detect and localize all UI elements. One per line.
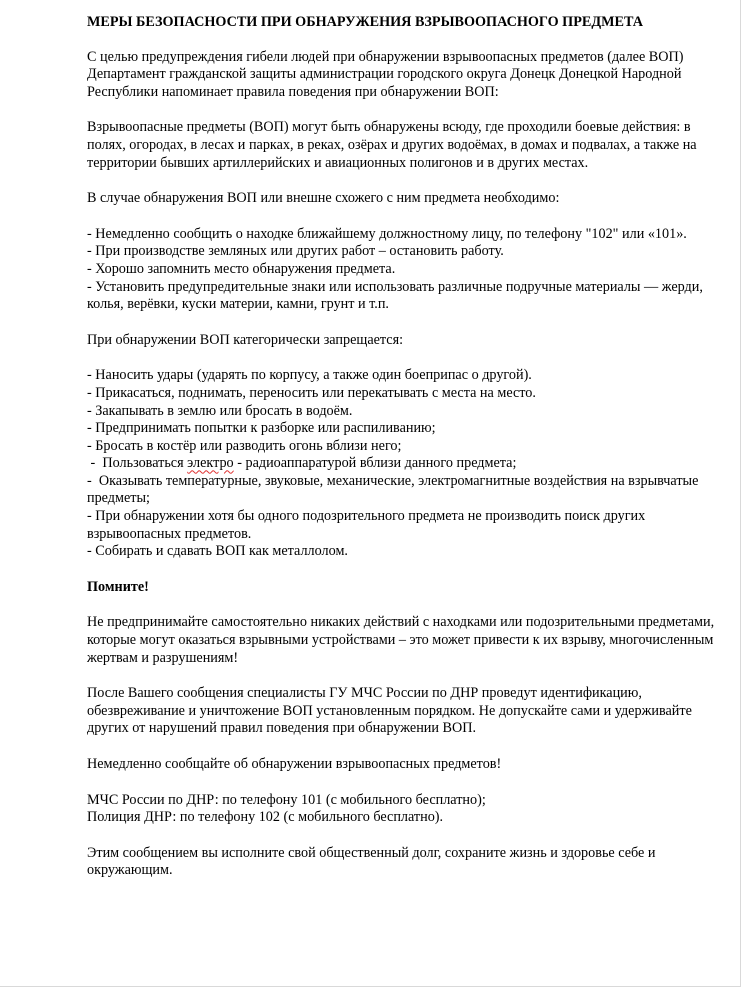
list-item-radio [87, 455, 727, 473]
after-report-paragraph: После Вашего сообщения специалисты ГУ МЧС России по ДНР проведут идентификацию, обезвреживание и уничтожение ВОП установленным порядком. Не допускайте сами и удерживайте других от нарушений правил поведения при обнаружении ВОП. [87, 685, 692, 737]
list-item: - Оказывать температурные, звуковые, механические, электромагнитные воздействия на взрывчатые предметы; [87, 472, 702, 507]
forbidden-actions-list [87, 367, 727, 561]
list-item: - При обнаружении хотя бы одного подозрительного предмета не производить поиск других взрывоопасных предметов. [87, 508, 646, 542]
list-item: - Бросать в костёр или разводить огонь вблизи него; [87, 437, 402, 454]
phone-line-mchs: МЧС России по ДНР: по телефону 101 (с мобильного бесплатно); [87, 791, 486, 808]
forbidden-heading: При обнаружении ВОП категорически запрещается: [87, 331, 404, 348]
required-heading: В случае обнаружения ВОП или внешне схожего с ним предмета необходимо: [87, 190, 560, 207]
phone-line-police: Полиция ДНР: по телефону 102 (с мобильного бесплатно). [87, 809, 444, 826]
list-item: - Предпринимать попытки к разборке или распиливанию; [87, 420, 436, 437]
radio-item-prefix: - Пользоваться [87, 455, 188, 472]
list-item: - Собирать и сдавать ВОП как металлолом. [87, 543, 348, 560]
list-item: - Прикасаться, поднимать, переносить или перекатывать с места на место. [87, 384, 536, 401]
report-immediately-paragraph: Немедленно сообщайте об обнаружении взрывоопасных предметов! [87, 756, 502, 772]
intro-paragraph: С целью предупреждения гибели людей при обнаружении взрывоопасных предметов (далее ВОП) Департамент гражданской защиты администрации городского округа Донецк Донецкой Народной Республики напоминает правила поведения при обнаружении ВОП: [87, 48, 684, 100]
phone-contacts [87, 792, 727, 827]
list-item: - Закапывать в землю или бросать в водоём. [87, 402, 353, 419]
radio-item-suffix: - радиоаппаратурой вблизи данного предмета; [233, 455, 517, 472]
spellcheck-flagged-word: электро [187, 455, 234, 472]
where-found-paragraph: Взрывоопасные предметы (ВОП) могут быть обнаружены всюду, где проходили боевые действия: в полях, огородах, в лесах и парках, в реках, озёрах и других водоёмах, в домах и подвалах, а также на территории бывших артиллерийских и авиационных полигонов и в других местах. [87, 119, 697, 171]
list-item: - Наносить удары (ударять по корпусу, а также один боеприпас о другой). [87, 367, 532, 384]
closing-paragraph: Этим сообщением вы исполните свой общественный долг, сохраните жизнь и здоровье себе и окружающим. [87, 844, 656, 879]
list-item: - Немедленно сообщить о находке ближайшему должностному лицу, по телефону "102" или «101». [87, 225, 687, 242]
remember-heading: Помните! [87, 578, 149, 595]
required-actions-list [87, 226, 727, 314]
remember-paragraph: Не предпринимайте самостоятельно никаких действий с находками или подозрительными предметами, которые могут оказаться взрывными устройствами – это может привести к их взрыву, многочисленным жертвам и разрушениям! [87, 614, 715, 666]
document-body [87, 14, 727, 898]
document-title: МЕРЫ БЕЗОПАСНОСТИ ПРИ ОБНАРУЖЕНИЯ ВЗРЫВООПАСНОГО ПРЕДМЕТА [87, 14, 643, 30]
list-item: - Установить предупредительные знаки или использовать различные подручные материалы — жерди, колья, верёвки, куски материи, камни, грунт и т.п. [87, 278, 703, 313]
list-item: - При производстве земляных или других работ – остановить работу. [87, 243, 504, 260]
list-item: - Хорошо запомнить место обнаружения предмета. [87, 260, 396, 277]
